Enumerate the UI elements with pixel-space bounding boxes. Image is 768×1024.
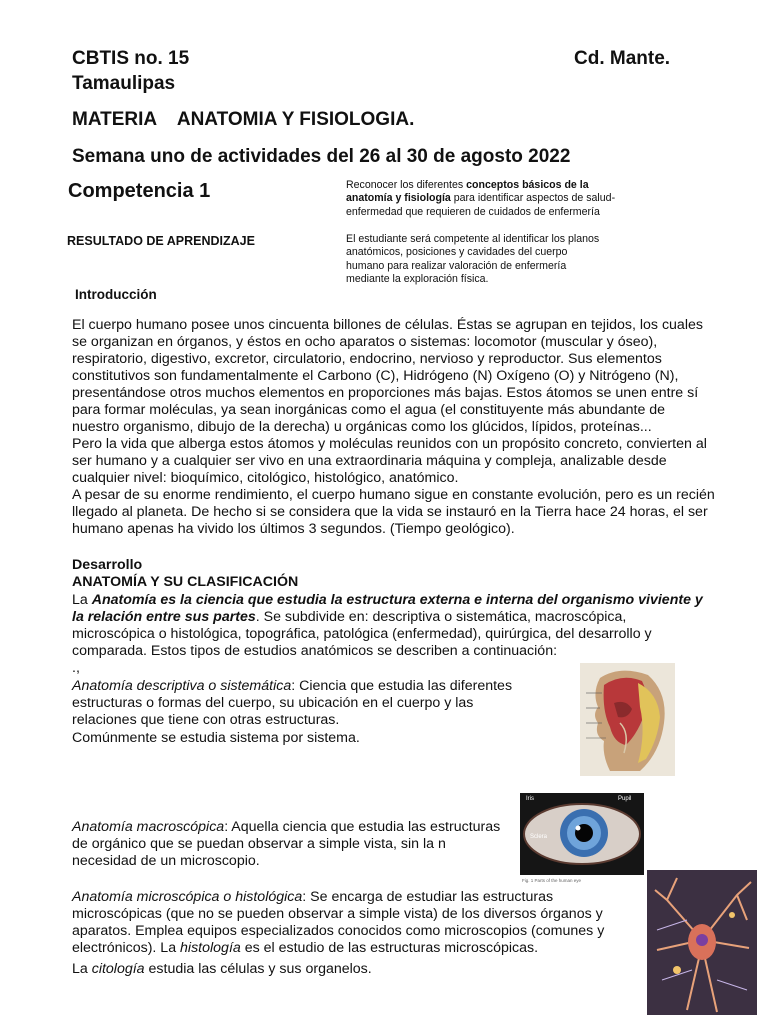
descriptiva-paragraph xyxy=(72,678,524,729)
macro-text: : Aquella ciencia que estudia las estructuras de orgánico que se puedan observar a simple vista, sin la n necesidad de un microscopio. xyxy=(72,819,501,869)
definition-post: . Se subdivide en: descriptiva o sistemática, macroscópica, microscópica o histológica, topográfica, patológica (enfermedad), quirúrgica, del desarrollo y comparada. Estos tipos de estudios anatómicos se describen a continuación: xyxy=(72,609,652,659)
eye-caption: Fig. 1 Parts of the human eye xyxy=(522,878,582,883)
competencia-title: Competencia 1 xyxy=(68,180,211,202)
competencia-desc-pre: Reconocer los diferentes xyxy=(346,179,467,191)
resultado-text: El estudiante será competente al identificar los planos anatómicos, posiciones y cavidades del cuerpo humano para realizar valoración de enfermería mediante la exploración física. xyxy=(346,233,600,285)
head-anatomy-drawing xyxy=(580,663,675,776)
citologia-post: estudia las células y sus organelos. xyxy=(144,961,372,977)
definition-bold: Anatomía es la ciencia que estudia la estructura externa e interna del organismo viviente y la relación entre sus partes xyxy=(72,592,703,625)
micro-paragraph xyxy=(72,889,612,957)
competencia-desc-post: para identificar aspectos de salud-enfermedad que requieren de cuidados de enfermería xyxy=(346,192,616,218)
eye-label-sclera: Sclera xyxy=(530,834,548,840)
citologia-pre: La xyxy=(72,961,92,977)
week-title: Semana uno de actividades del 26 al 30 de agosto 2022 xyxy=(72,146,571,167)
micro-text-1: : Se encarga de estudiar las estructuras microscópicas (que no se pueden observar a simple vista) de los diversos órganos y aparatos. Emplea equipos especializados conocidos como microscopios (comunes y electrónicos). La xyxy=(72,889,605,956)
macro-paragraph xyxy=(72,819,512,870)
descriptiva-text: : Ciencia que estudia las diferentes estructuras o formas del cuerpo, su ubicación en el cuerpo y las relaciones que tiene con otras estructuras. xyxy=(72,678,513,728)
micro-text-2: es el estudio de las estructuras microscópicas. xyxy=(240,940,539,956)
intro-paragraph-2: Pero la vida que alberga estos átomos y moléculas reunidos con un propósito concreto, convierten al ser humano y a cualquier ser vivo en una extraordinaria máquina y compleja, analizable desde cualquier nivel: bioquímico, citológico, histológico, anatómico. xyxy=(72,436,707,486)
anatomia-clasificacion-heading: ANATOMÍA Y SU CLASIFICACIÓN xyxy=(72,574,299,590)
state-name: Tamaulipas xyxy=(72,73,176,94)
intro-heading: Introducción xyxy=(75,287,157,302)
eye-label-pupil: Pupil xyxy=(618,796,632,802)
macro-term: Anatomía macroscópica xyxy=(72,819,225,835)
eye-image xyxy=(520,793,644,875)
resultado-label: RESULTADO DE APRENDIZAJE xyxy=(67,234,255,248)
neuron-drawing xyxy=(647,870,757,1015)
dots: ., xyxy=(72,660,80,676)
school-name: CBTIS no. 15 xyxy=(72,48,190,69)
eye-label-iris: Iris xyxy=(526,796,534,802)
intro-paragraph-1: El cuerpo humano posee unos cincuenta billones de células. Éstas se agrupan en tejidos, los cuales se organizan en órganos, y éstos en ocho aparatos o sistemas: locomotor (muscular y óseo), respiratorio, digestivo, excretor, circulatorio, endocrino, nervioso y reproductor. Sus elementos constitutivos son fundamentalmente el Carbono (C), Hidrógeno (N) Oxígeno (O) y Nitrógeno (N), presentándose otros muchos elementos en proporciones más bajas. Estos átomos se unen entre sí para formar moléculas, ya sean inorgánicas como el agua (el constituyente más abundante de nuestro organismo, dibujo de la derecha) u orgánicas como los glúcidos, lípidos, proteínas... xyxy=(72,317,703,435)
competencia-desc-bold: conceptos básicos de la anatomía y fisiología xyxy=(346,179,589,205)
citologia-line xyxy=(72,961,372,978)
competencia-description xyxy=(346,179,618,219)
intro-body xyxy=(72,317,716,538)
anatomia-definition xyxy=(72,592,712,660)
intro-paragraph-3: A pesar de su enorme rendimiento, el cuerpo humano sigue en constante evolución, pero es un recién llegado al planeta. De hecho si se considera que la vida se instauró en la Tierra hace 24 horas, el ser humano apenas ha vivido los últimos 3 segundos. (Tiempo geológico). xyxy=(72,487,715,537)
descriptiva-term: Anatomía descriptiva o sistemática xyxy=(72,678,292,694)
definition-pre: La xyxy=(72,592,92,608)
histologia-term: histología xyxy=(180,940,241,956)
head-anatomy-image xyxy=(580,663,675,776)
city-name: Cd. Mante. xyxy=(574,48,671,69)
subject-title: MATERIA ANATOMIA Y FISIOLOGIA. xyxy=(72,109,415,130)
neuron-image xyxy=(647,870,757,1015)
descriptiva-note: Comúnmente se estudia sistema por sistema. xyxy=(72,730,360,746)
citologia-term: citología xyxy=(91,961,145,977)
desarrollo-heading: Desarrollo xyxy=(72,557,143,573)
micro-term: Anatomía microscópica o histológica xyxy=(72,889,303,905)
